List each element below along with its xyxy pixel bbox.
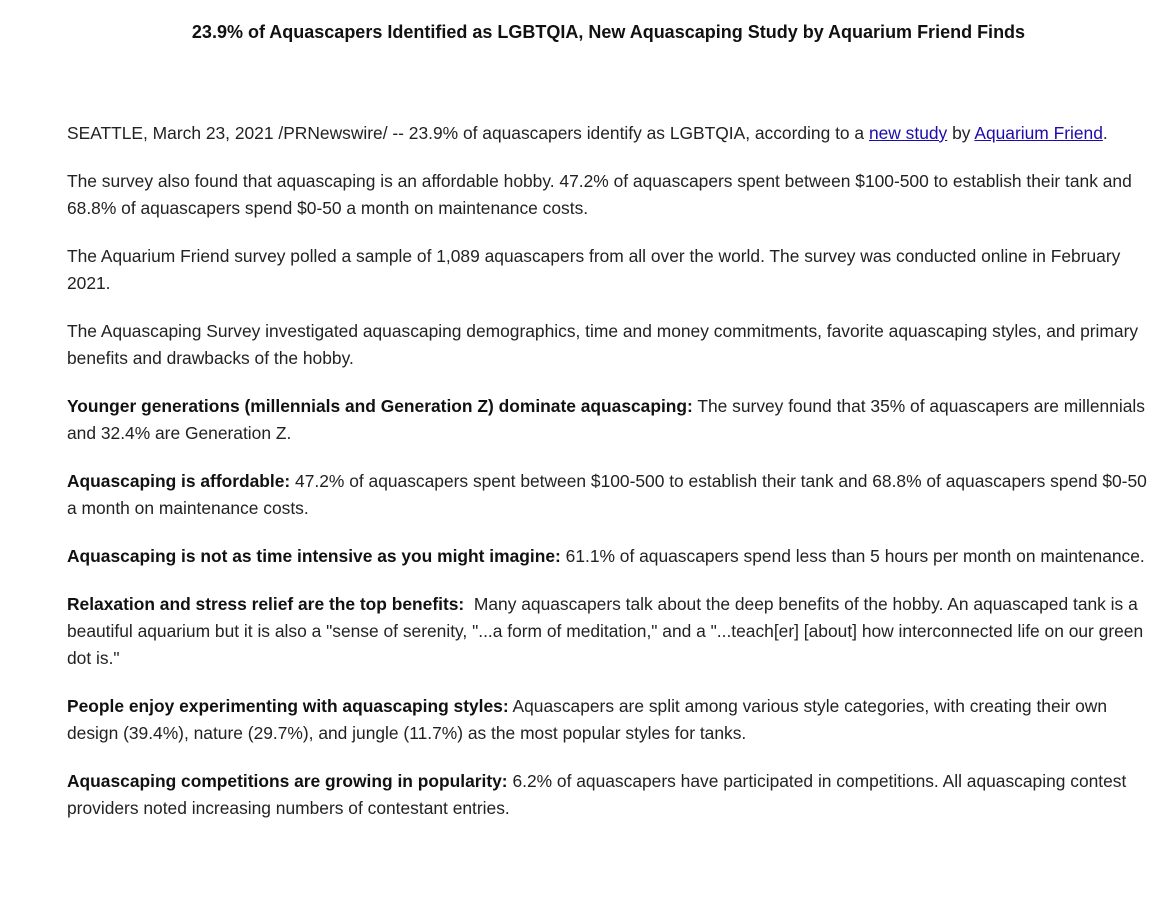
article-body [67,120,1152,843]
finding-text: 47.2% of aquascapers spent between $100-500 to establish their tank and 68.8% of aquascapers spend $0-50 a month on maintenance costs. [67,471,1147,518]
finding-lead: Aquascaping is not as time intensive as you might imagine: [67,546,561,566]
finding-lead: People enjoy experimenting with aquascaping styles: [67,696,509,716]
intro-text-before: SEATTLE, March 23, 2021 /PRNewswire/ -- 23.9% of aquascapers identify as LGBTQIA, according to a [67,123,869,143]
finding-text: 61.1% of aquascapers spend less than 5 hours per month on maintenance. [560,546,1145,566]
intro-text-middle: by [947,123,975,143]
paragraph-affordable-summary: The survey also found that aquascaping is an affordable hobby. 47.2% of aquascapers spent between $100-500 to establish their tank and 68.8% of aquascapers spend $0-50 a month on maintenance costs. [67,171,1132,218]
finding-lead: Relaxation and stress relief are the top benefits: [67,594,465,614]
finding-benefits [67,591,1152,672]
finding-lead: Aquascaping is affordable: [67,471,291,491]
finding-competitions [67,768,1152,822]
finding-text: Aquascapers are split among various style categories, with creating their own design (39.4%), nature (29.7%), and jungle (11.7%) as the most popular styles for tanks. [67,696,1108,743]
finding-text: 6.2% of aquascapers have participated in competitions. All aquascaping contest providers noted increasing numbers of contestant entries. [67,771,1127,818]
finding-affordable [67,468,1152,522]
aquarium-friend-link[interactable]: Aquarium Friend [974,123,1103,143]
paragraph-survey-scope: The Aquascaping Survey investigated aquascaping demographics, time and money commitments, favorite aquascaping styles, and primary benefits and drawbacks of the hobby. [67,321,1139,368]
page-title: 23.9% of Aquascapers Identified as LGBTQIA, New Aquascaping Study by Aquarium Friend Finds [191,22,1026,42]
finding-time [67,543,1152,570]
intro-text-after: . [1102,123,1108,143]
finding-text: The survey found that 35% of aquascapers are millennials and 32.4% are Generation Z. [67,396,1145,443]
finding-lead: Younger generations (millennials and Generation Z) dominate aquascaping: [67,396,693,416]
new-study-link[interactable]: new study [868,123,948,143]
intro-paragraph [67,120,1152,147]
finding-styles [67,693,1152,747]
paragraph-survey-sample: The Aquarium Friend survey polled a sample of 1,089 aquascapers from all over the world. The survey was conducted online in February 2021. [67,246,1121,293]
finding-lead: Aquascaping competitions are growing in popularity: [67,771,508,791]
finding-generations [67,393,1152,447]
finding-text: Many aquascapers talk about the deep benefits of the hobby. An aquascaped tank is a beautiful aquarium but it is also a "sense of serenity, "...a form of meditation," and a "...teach[er] [about] how interconnected life on our green dot is." [67,594,1148,668]
